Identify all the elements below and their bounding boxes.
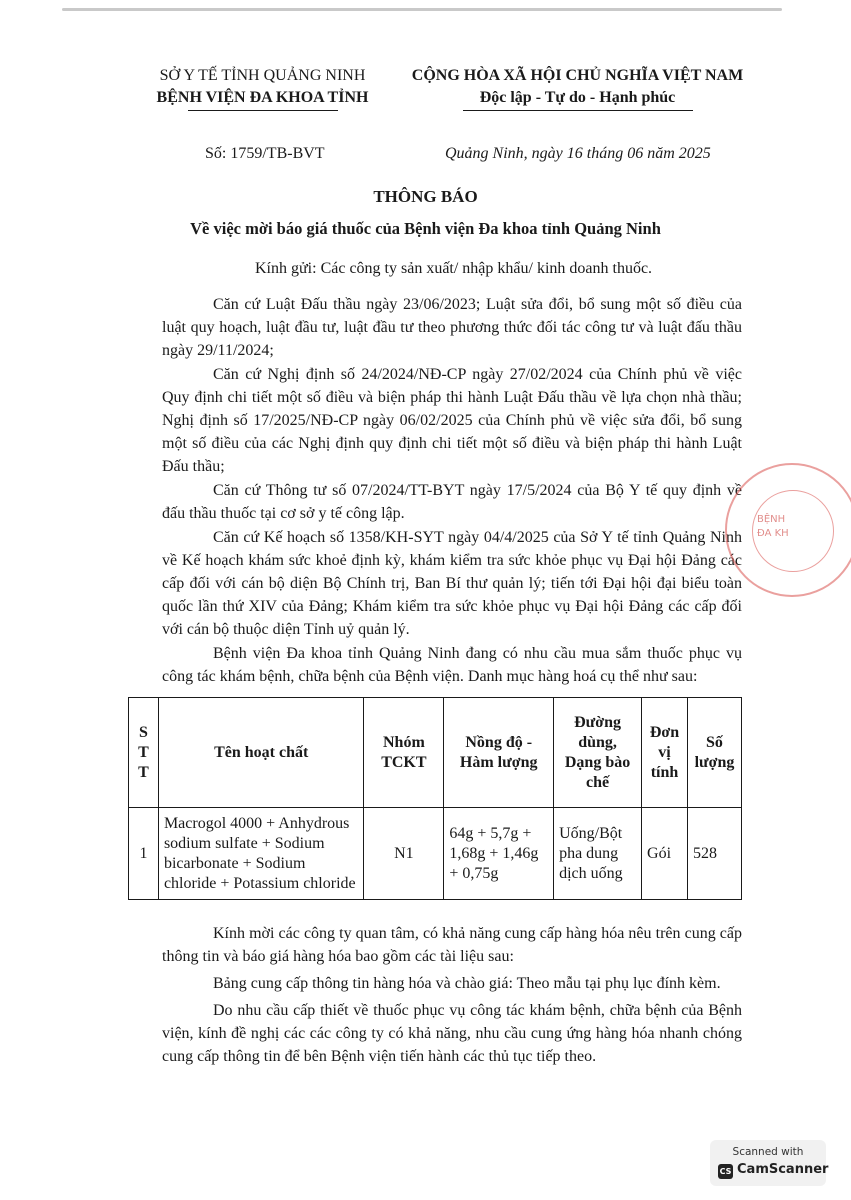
paragraph: Do nhu cầu cấp thiết về thuốc phục vụ công tác khám bệnh, chữa bệnh của Bệnh viện, kính đề nghị các các công ty có khả năng, nhu cầu cung ứng hàng hóa nhanh chóng cung cấp thông tin để bên Bệnh viện tiến hành các thủ tục tiếp theo. [162, 1002, 742, 1065]
table-header-row [129, 698, 742, 808]
national-header [395, 65, 760, 111]
document-number: Số: 1759/TB-BVT [205, 145, 325, 162]
col-header-stt: STT [129, 698, 159, 808]
motto: Độc lập - Tự do - Hạnh phúc [479, 89, 676, 106]
cell-stt: 1 [129, 808, 159, 900]
goods-table [128, 697, 742, 900]
col-header-group: Nhóm TCKT [364, 698, 444, 808]
legal-basis-section [162, 293, 742, 689]
recipient-line: Kính gửi: Các công ty sản xuất/ nhập khẩu/ kinh doanh thuốc. [255, 260, 653, 277]
paragraph: Bảng cung cấp thông tin hàng hóa và chào giá: Theo mẫu tại phụ lục đính kèm. [213, 975, 721, 992]
cell-concentration: 64g + 5,7g + 1,68g + 1,46g + 0,75g [444, 808, 554, 900]
paragraph: Căn cứ Luật Đấu thầu ngày 23/06/2023; Luật sửa đổi, bổ sung một số điều của luật quy hoạch, luật đầu tư, luật đầu tư theo phương thức đối tác công tư và luật đấu thầu ngày 29/11/2024; [162, 296, 742, 359]
org-parent: SỞ Y TẾ TỈNH QUẢNG NINH [159, 67, 366, 84]
org-name: BỆNH VIỆN ĐA KHOA TỈNH [156, 89, 369, 106]
cell-active-ingredient: Macrogol 4000 + Anhydrous sodium sulfate + Sodium bicarbonate + Sodium chloride + Potassium chloride [158, 808, 363, 900]
camscanner-watermark [710, 1140, 829, 1186]
cell-group: N1 [364, 808, 444, 900]
cell-quantity: 528 [687, 808, 741, 900]
closing-section [162, 922, 742, 1072]
scan-edge-line [62, 8, 782, 11]
nation-name: CỘNG HÒA XÃ HỘI CHỦ NGHĨA VIỆT NAM [411, 67, 744, 84]
org-underline [188, 110, 338, 111]
watermark-brand: CamScanner [737, 1162, 829, 1177]
paragraph: Căn cứ Thông tư số 07/2024/TT-BYT ngày 17/5/2024 của Bộ Y tế quy định về đấu thầu thuốc tại cơ sở y tế công lập. [162, 482, 742, 522]
paragraph: Kính mời các công ty quan tâm, có khả năng cung cấp hàng hóa nêu trên cung cấp thông tin và báo giá hàng hóa bao gồm các tài liệu sau: [162, 925, 742, 965]
red-seal-stamp [725, 463, 851, 597]
paragraph: Căn cứ Kế hoạch số 1358/KH-SYT ngày 04/4/2025 của Sở Y tế tỉnh Quảng Ninh về Kế hoạch khám sức khoẻ định kỳ, khám kiểm tra sức khỏe phục vụ Đại hội Đảng các cấp đối với cán bộ diện Bộ Chính trị, Ban Bí thư quản lý; tiến tới Đại hội đại biểu toàn quốc lần thứ XIV của Đảng; Khám kiểm tra sức khỏe phục vụ Đại hội Đảng các cấp đối với cán bộ thuộc diện Tỉnh uỷ quản lý. [162, 529, 742, 638]
document-subtitle: Về việc mời báo giá thuốc của Bệnh viện Đa khoa tỉnh Quảng Ninh [190, 219, 661, 238]
stamp-text: BỆNH ĐA KH [757, 514, 789, 539]
col-header-quantity: Số lượng [687, 698, 741, 808]
place-date: Quảng Ninh, ngày 16 tháng 06 năm 2025 [445, 145, 711, 162]
motto-underline [463, 110, 693, 111]
col-header-active-ingredient: Tên hoạt chất [158, 698, 363, 808]
col-header-unit: Đơn vị tính [642, 698, 688, 808]
paragraph: Căn cứ Nghị định số 24/2024/NĐ-CP ngày 27/02/2024 của Chính phủ về việc Quy định chi tiết một số điều và biện pháp thi hành Luật Đấu thầu về lựa chọn nhà thầu; Nghị định số 17/2025/NĐ-CP ngày 06/02/2025 của Chính phủ về việc sửa đổi, bổ sung một số điều của các Nghị định quy định chi tiết một số điều và biện pháp thi hành Luật Đấu thầu; [162, 366, 742, 475]
cell-unit: Gói [642, 808, 688, 900]
document-title: THÔNG BÁO [373, 187, 478, 206]
cell-route-form: Uống/Bột pha dung dịch uống [554, 808, 642, 900]
col-header-route-form: Đường dùng, Dạng bào chế [554, 698, 642, 808]
table-row [129, 808, 742, 900]
issuing-organization [140, 65, 385, 111]
paragraph: Bệnh viện Đa khoa tỉnh Quảng Ninh đang có nhu cầu mua sắm thuốc phục vụ công tác khám bệnh, chữa bệnh của Bệnh viện. Danh mục hàng hoá cụ thể như sau: [162, 645, 742, 685]
camscanner-logo-icon: CS [718, 1164, 733, 1179]
col-header-concentration: Nồng độ - Hàm lượng [444, 698, 554, 808]
watermark-caption: Scanned with [732, 1146, 804, 1158]
